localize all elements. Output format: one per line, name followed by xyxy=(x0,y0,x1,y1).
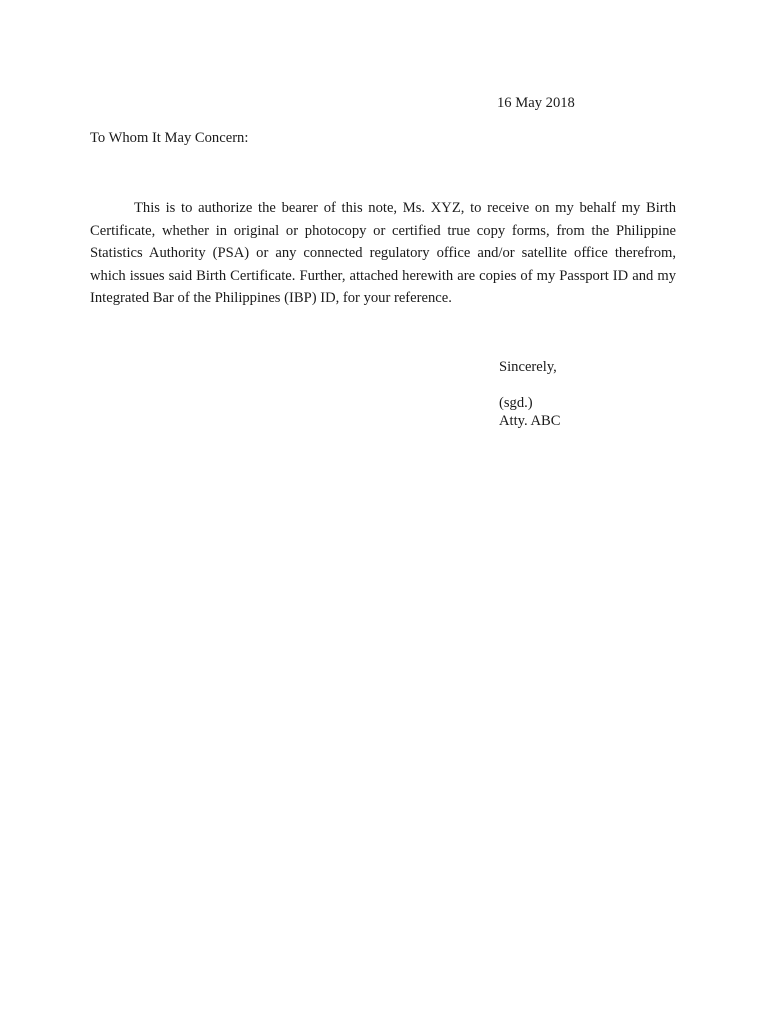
letter-body-paragraph: This is to authorize the bearer of this note, Ms. XYZ, to receive on my behalf my Birth Certificate, whether in original or photocopy or certified true copy forms, from the Philippine Statistics Authority (PSA) or any connected regulatory office and/or satellite office therefrom, which issues said Birth Certificate. Further, attached herewith are copies of my Passport ID and my Integrated Bar of the Philippines (IBP) ID, for your reference. xyxy=(90,200,676,306)
signatory-name: Atty. ABC xyxy=(499,413,561,429)
letter-date: 16 May 2018 xyxy=(497,95,575,111)
letter-closing: Sincerely, xyxy=(499,359,557,375)
signature-marker: (sgd.) xyxy=(499,395,533,411)
letter-salutation: To Whom It May Concern: xyxy=(90,130,249,146)
